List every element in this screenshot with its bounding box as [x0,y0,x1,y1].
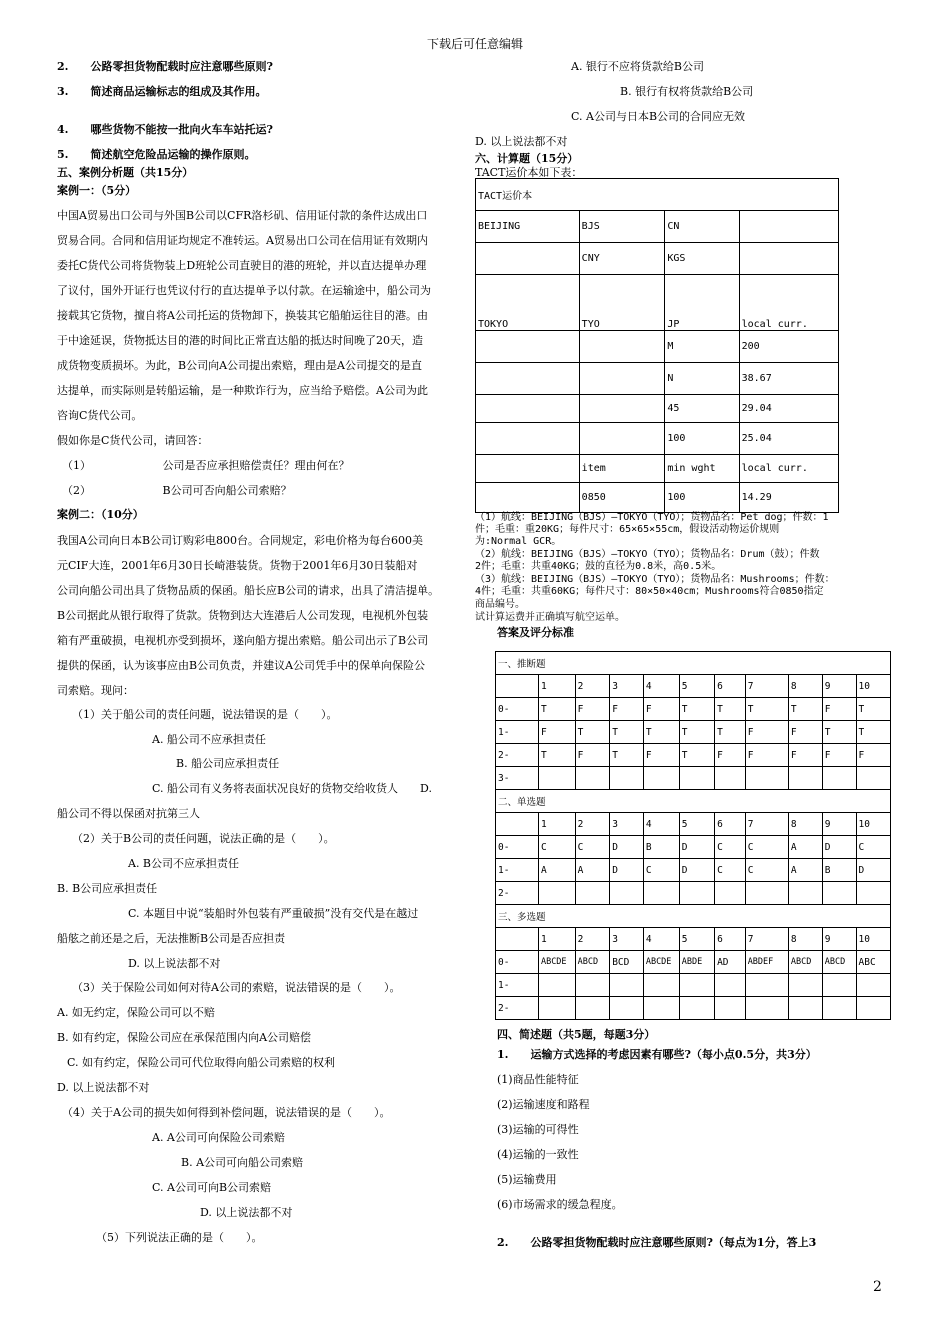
tact-cell: TACT运价本 [476,179,839,211]
left-text-line: 2. 公路零担货物配载时应注意哪些原则? [57,60,273,73]
tact-cell: N [665,363,739,395]
answer-cell: 6 [715,813,746,836]
answer-cell: 9 [822,675,856,698]
right-text-line: 为:Normal GCR。 [475,536,562,547]
answer-cell: ABC [856,951,890,974]
left-text-line: 5. 简述航空危险品运输的操作原则。 [57,148,256,161]
tact-cell: TYO [579,275,665,331]
tact-cell: CN [665,211,739,243]
tact-row [476,363,839,395]
left-text-line: （4）关于A公司的损失如何得到补偿问题，说法错误的是（ ）。 [62,1106,391,1119]
right-text-line: 4件；毛重：共重60KG；每件尺寸：80×50×40cm；Mushrooms符合0850指定 [475,586,824,597]
answer-cell: 4 [643,813,679,836]
answer-row [496,813,891,836]
answer-cell: 10 [856,928,890,951]
answer-cell: T [715,721,746,744]
answer-cell: 6 [715,928,746,951]
answer-cell: A [788,859,822,882]
answer-cell: F [788,744,822,767]
answer-cell: T [610,721,644,744]
answer-section-title-row [496,905,891,928]
answer-cell: ABDEF [745,951,788,974]
left-text-line: D. 以上说法都不对 [57,1081,150,1094]
answer-cell: D [856,859,890,882]
answer-cell: 4 [643,675,679,698]
answer-cell: 0- [496,698,539,721]
answer-cell [610,767,644,790]
answer-cell: 2- [496,744,539,767]
left-text-line: A. 如无约定，保险公司可以不赔 [57,1006,215,1019]
answer-cell: AD [715,951,746,974]
answer-cell: ABCD [788,951,822,974]
tact-cell [579,395,665,423]
answer-cell: 3 [610,928,644,951]
answer-cell: C [715,836,746,859]
answer-cell: B [822,859,856,882]
answer-cell: 7 [745,675,788,698]
left-text-line: B. 船公司应承担责任 [176,757,280,770]
left-text-line: （1）关于船公司的责任问题，说法错误的是（ ）。 [72,708,338,721]
tact-cell [476,395,580,423]
tact-cell [476,455,580,483]
left-text-line: （5）下列说法正确的是（ ）。 [96,1231,263,1244]
right-text-line: (2)运输速度和路程 [497,1098,590,1111]
answer-cell: ABDE [679,951,714,974]
answer-cell: T [538,698,575,721]
page-header: 下载后可任意编辑 [426,37,523,51]
answer-cell [788,767,822,790]
answer-cell: T [822,721,856,744]
right-text-line: 答案及评分标准 [497,626,574,639]
left-text-line: 船公司不得以保函对抗第三人 [57,807,200,820]
left-text-line: 4. 哪些货物不能按一批向火车车站托运? [57,123,273,136]
answer-row [496,928,891,951]
answer-cell: T [715,698,746,721]
tact-cell: 38.67 [739,363,838,395]
answer-section-title-row [496,790,891,813]
answer-cell: F [788,721,822,744]
left-text-line: 了议付，国外开证行也凭议付行的直达提单予以付款。在运输途中，船公司为 [57,284,431,297]
answer-cell [643,997,679,1020]
tact-cell [579,331,665,363]
right-text-line: (1)商品性能特征 [497,1073,579,1086]
answer-cell: C [643,859,679,882]
tact-cell: TOKYO [476,275,580,331]
answer-cell: 8 [788,675,822,698]
right-text-line: 商品编号。 [475,599,525,610]
answer-row [496,974,891,997]
answer-cell [575,997,610,1020]
tact-cell [476,423,580,455]
answer-cell [610,882,644,905]
answer-cell [538,974,575,997]
answer-cell [679,997,714,1020]
answer-cell: F [715,744,746,767]
answer-cell: 10 [856,813,890,836]
answer-cell [679,974,714,997]
answer-cell [822,974,856,997]
answer-cell: F [643,744,679,767]
answer-cell [745,882,788,905]
tact-cell [476,363,580,395]
left-text-line: 元CIF大连，2001年6月30日长崎港装货。货物于2001年6月30日装船对 [57,559,418,572]
answer-cell [745,767,788,790]
tact-cell: 29.04 [739,395,838,423]
left-text-line: C. 船公司有义务将表面状况良好的货物交给收货人 D. [152,782,432,795]
answer-cell: ABCDE [643,951,679,974]
answer-cell [788,974,822,997]
answer-section-title: 二、单选题 [496,790,891,813]
answer-cell: F [575,744,610,767]
answer-cell [715,997,746,1020]
answer-cell: 7 [745,928,788,951]
right-text-line: 试计算运费并正确填写航空运单。 [475,612,625,623]
answer-cell: T [643,721,679,744]
answer-cell [788,882,822,905]
answer-cell [856,974,890,997]
answer-row [496,859,891,882]
right-text-line: 六、计算题（15分） [475,152,579,165]
right-text-line: B. 银行有权将货款给B公司 [620,85,754,98]
answer-cell: D [610,836,644,859]
answer-row [496,675,891,698]
answer-cell: C [538,836,575,859]
answer-cell: ABCD [822,951,856,974]
right-text-line: A. 银行不应将货款给B公司 [571,60,705,73]
answer-cell: 2 [575,675,610,698]
answer-cell: T [856,721,890,744]
answer-cell: T [788,698,822,721]
answer-cell [496,928,539,951]
answer-cell [822,997,856,1020]
tact-cell: CNY [579,243,665,275]
answer-section-title: 三、多选题 [496,905,891,928]
left-text-line: A. A公司可向保险公司索赔 [152,1131,285,1144]
tact-row [476,179,839,211]
answer-cell: 8 [788,928,822,951]
left-text-line: （2） B公司可否向船公司索赔？ [62,484,292,497]
answer-cell: 5 [679,928,714,951]
answer-cell: D [822,836,856,859]
tact-cell: M [665,331,739,363]
answer-cell [538,882,575,905]
answer-cell [643,882,679,905]
answer-cell: 6 [715,675,746,698]
answer-cell: D [679,859,714,882]
tact-cell: item [579,455,665,483]
tact-cell [476,483,580,513]
left-text-line: 达提单，而实际则是转船运输，是一种欺诈行为，应当给予赔偿。A公司为此 [57,384,428,397]
right-text-line: 1. 运输方式选择的考虑因素有哪些?（每小点0.5分，共3分） [497,1048,817,1061]
answer-cell [610,974,644,997]
right-text-line: （2）航线：BEIJING（BJS）—TOKYO（TYO）；货物品名：Drum（鼓）；件数 [475,549,820,560]
answer-row [496,997,891,1020]
answer-cell: T [679,744,714,767]
left-text-line: 中国A贸易出口公司与外国B公司以CFR洛杉矶、信用证付款的条件达成出口 [57,209,428,222]
answer-cell: F [610,698,644,721]
tact-cell [739,243,838,275]
answer-cell: F [822,744,856,767]
answer-cell: F [643,698,679,721]
left-text-line: 咨询C货代公司。 [57,409,143,422]
answer-row [496,951,891,974]
right-text-line: （1）航线：BEIJING（BJS）—TOKYO（TYO）；货物品名：Pet dog；件数：1 [475,512,829,523]
answer-cell: D [679,836,714,859]
answer-cell: 1- [496,859,539,882]
answer-section-title-row [496,652,891,675]
left-text-line: B公司据此从银行取得了货款。货物到达大连港后人公司发现，电视机外包装 [57,609,429,622]
left-text-line: 成货物变质损坏。为此，B公司向A公司提出索赔，理由是A公司提交的是直 [57,359,422,372]
answer-cell [538,997,575,1020]
answer-cell: 10 [856,675,890,698]
answer-cell: T [610,744,644,767]
answer-cell [788,997,822,1020]
answer-cell: F [575,698,610,721]
right-text-line: (3)运输的可得性 [497,1123,579,1136]
answer-cell: 0- [496,836,539,859]
left-text-line: （1） 公司是否应承担赔偿责任？理由何在？ [62,459,350,472]
left-text-line: C. 本题目中说“装船时外包装有严重破损”没有交代是在越过 [128,907,419,920]
tact-rate-table [475,178,839,513]
answer-cell: 2- [496,882,539,905]
right-text-line: 2. 公路零担货物配载时应注意哪些原则?（每点为1分，答上3 [497,1236,817,1249]
tact-row [476,275,839,331]
left-text-line: 委托C货代公司将货物装上D班轮公司直驶目的港的班轮，并以直达提单办理 [57,259,427,272]
answer-cell [575,974,610,997]
right-text-line: 2件；毛重：共重40KG；鼓的直径为0.8米，高0.5米。 [475,561,722,572]
tact-row [476,211,839,243]
answer-cell [679,767,714,790]
answer-cell: T [575,721,610,744]
tact-row [476,243,839,275]
answer-cell [575,882,610,905]
left-text-line: 假如你是C货代公司，请回答： [57,434,209,447]
answer-cell [643,974,679,997]
answer-cell: A [788,836,822,859]
answer-cell: C [745,836,788,859]
answer-cell [496,813,539,836]
answer-cell [679,882,714,905]
answer-cell: 5 [679,813,714,836]
answer-cell: 1- [496,974,539,997]
answer-row [496,767,891,790]
answer-cell [856,882,890,905]
answer-cell [575,767,610,790]
tact-cell: 25.04 [739,423,838,455]
answer-cell: F [822,698,856,721]
tact-row [476,331,839,363]
tact-cell: 100 [665,483,739,513]
answer-cell: 4 [643,928,679,951]
tact-row [476,455,839,483]
tact-cell: min wght [665,455,739,483]
answer-row [496,721,891,744]
answer-cell: F [745,744,788,767]
left-text-line: （3）关于保险公司如何对待A公司的索赔，说法错误的是（ ）。 [72,981,401,994]
tact-cell: 0850 [579,483,665,513]
page-number: 2 [873,1279,882,1295]
answer-cell: F [538,721,575,744]
tact-cell: KGS [665,243,739,275]
left-text-line: D. 以上说法都不对 [200,1206,293,1219]
tact-row [476,483,839,513]
left-text-line: 3. 简述商品运输标志的组成及其作用。 [57,85,267,98]
tact-cell: local curr. [739,275,838,331]
answer-cell: T [856,698,890,721]
left-text-line: 箱有严重破损，电视机亦受到损坏，遂向船方提出索赔。船公司出示了B公司 [57,634,429,647]
answer-cell: 8 [788,813,822,836]
answer-row [496,836,891,859]
tact-cell: BJS [579,211,665,243]
tact-cell: 100 [665,423,739,455]
left-text-line: 提供的保函，认为该事应由B公司负责，并建议A公司凭手中的保单向保险公 [57,659,426,672]
right-text-line: （3）航线：BEIJING（BJS）—TOKYO（TYO）；货物品名：Mushrooms；件数： [475,574,835,585]
answer-cell [745,974,788,997]
tact-row [476,423,839,455]
left-text-line: D. 以上说法都不对 [128,957,221,970]
answer-cell: 9 [822,928,856,951]
answer-row [496,698,891,721]
tact-cell [579,423,665,455]
answer-cell: T [538,744,575,767]
answer-cell: F [745,721,788,744]
answer-cell [822,882,856,905]
right-text-line: (5)运输费用 [497,1173,557,1186]
tact-cell [579,363,665,395]
tact-cell [476,331,580,363]
answer-cell: T [745,698,788,721]
answer-cell [715,974,746,997]
left-text-line: 案例一：（5分） [57,184,137,197]
left-text-line: 于中途延误，货物抵达目的港的时间比正常直达船的抵达时间晚了20天，造 [57,334,423,347]
answer-cell [643,767,679,790]
answer-cell [822,767,856,790]
answer-cell [715,767,746,790]
answer-cell: T [679,698,714,721]
tact-cell: JP [665,275,739,331]
answer-cell: 9 [822,813,856,836]
answer-cell: T [679,721,714,744]
answer-cell [856,767,890,790]
left-text-line: 船舷之前还是之后，无法推断B公司是否应担责 [57,932,286,945]
answer-cell: 1 [538,813,575,836]
answer-section-title: 一、推断题 [496,652,891,675]
left-text-line: （2）关于B公司的责任问题，说法正确的是（ ）。 [72,832,335,845]
right-text-line: C. A公司与日本B公司的合同应无效 [571,110,746,123]
left-text-line: 贸易合同。合同和信用证均规定不准转运。A贸易出口公司在信用证有效期内 [57,234,428,247]
tact-cell [739,211,838,243]
left-text-line: B. A公司可向船公司索赔 [181,1156,304,1169]
left-text-line: B. B公司应承担责任 [57,882,158,895]
left-text-line: A. 船公司不应承担责任 [152,733,266,746]
tact-cell: local curr. [739,455,838,483]
tact-cell: 200 [739,331,838,363]
answer-cell: 2- [496,997,539,1020]
left-text-line: 司索赔。现问： [57,684,134,697]
answer-cell: 1- [496,721,539,744]
answer-cell: F [856,744,890,767]
left-text-line: 接载其它货物，擅自将A公司托运的货物卸下，换装其它船舶运往目的港。由 [57,309,428,322]
left-text-line: C. 如有约定，保险公司可代位取得向船公司索赔的权利 [67,1056,336,1069]
answer-key-table [495,651,891,1020]
left-text-line: 五、案例分析题（共15分） [57,166,194,179]
answer-cell: C [715,859,746,882]
tact-cell [476,243,580,275]
answer-cell: B [643,836,679,859]
answer-cell: C [745,859,788,882]
answer-cell: 5 [679,675,714,698]
left-text-line: A. B公司不应承担责任 [128,857,240,870]
right-text-line: 四、简述题（共5题，每题3分） [497,1028,656,1041]
answer-cell: 7 [745,813,788,836]
tact-cell: BEIJING [476,211,580,243]
answer-cell: D [610,859,644,882]
left-text-line: C. A公司可向B公司索赔 [152,1181,272,1194]
answer-cell: C [575,836,610,859]
answer-cell [610,997,644,1020]
left-text-line: 公司向船公司出具了货物品质的保函。船长应B公司的请求，出具了清洁提单。 [57,584,440,597]
answer-cell: ABCD [575,951,610,974]
answer-cell: 2 [575,813,610,836]
answer-cell: 1 [538,928,575,951]
answer-cell: 3- [496,767,539,790]
right-text-line: TACT运价本如下表： [475,166,583,179]
answer-cell: 1 [538,675,575,698]
tact-row [476,395,839,423]
answer-cell: A [538,859,575,882]
tact-cell: 14.29 [739,483,838,513]
answer-cell: C [856,836,890,859]
answer-cell [496,675,539,698]
answer-cell: 3 [610,675,644,698]
answer-cell [538,767,575,790]
right-text-line: (6)市场需求的缓急程度。 [497,1198,623,1211]
answer-cell: 0- [496,951,539,974]
right-text-line: D. 以上说法都不对 [475,135,568,148]
answer-cell: A [575,859,610,882]
answer-cell [856,997,890,1020]
answer-cell: ABCDE [538,951,575,974]
answer-cell: 3 [610,813,644,836]
left-text-line: B. 如有约定，保险公司应在承保范围内向A公司赔偿 [57,1031,312,1044]
left-text-line: 案例二：（10分） [57,508,144,521]
answer-cell: BCD [610,951,644,974]
answer-cell [745,997,788,1020]
answer-cell: 2 [575,928,610,951]
left-text-line: 我国A公司向日本B公司订购彩电800台。合同规定，彩电价格为每台600美 [57,534,424,547]
answer-row [496,744,891,767]
answer-row [496,882,891,905]
tact-cell: 45 [665,395,739,423]
right-text-line: (4)运输的一致性 [497,1148,579,1161]
right-text-line: 件；毛重：重20KG；每件尺寸：65×65×55cm，假设活动物运价规则 [475,524,780,535]
answer-cell [715,882,746,905]
